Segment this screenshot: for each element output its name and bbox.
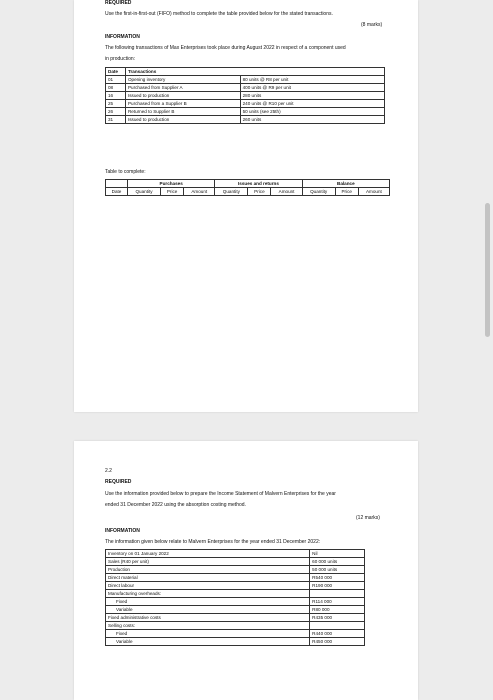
- table-row: [106, 622, 365, 630]
- label-cell: Production: [106, 566, 310, 574]
- transaction-cell: Issued to production: [125, 92, 240, 100]
- date-cell: 26: [106, 108, 126, 116]
- table-to-complete-label: Table to complete:: [105, 169, 146, 175]
- date-cell: 01: [106, 76, 126, 84]
- table-row: [106, 574, 365, 582]
- column-header: Price: [161, 188, 184, 196]
- value-cell: R540 000: [310, 574, 365, 582]
- date-cell: 31: [106, 116, 126, 124]
- transaction-cell: Purchased from a Supplier B: [125, 100, 240, 108]
- value-cell: Nil: [310, 550, 365, 558]
- table-row: [106, 582, 365, 590]
- detail-cell: 50 units (see 25th): [240, 108, 384, 116]
- column-header: Date: [106, 188, 128, 196]
- label-cell: Manufacturing overheads:: [106, 590, 310, 598]
- value-cell: R80 000: [310, 606, 365, 614]
- table-row: [106, 614, 365, 622]
- group-header-row: [106, 180, 390, 188]
- date-cell: 16: [106, 92, 126, 100]
- table-row: [106, 638, 365, 646]
- information-text: The information given below relate to Malvern Enterprises for the year ended 31 December 2022:: [105, 539, 321, 545]
- table-row: [106, 116, 385, 124]
- transaction-cell: Returned to Supplier B: [125, 108, 240, 116]
- transaction-cell: Opening inventory: [125, 76, 240, 84]
- sub-header-row: [106, 188, 390, 196]
- detail-cell: 240 units @ R10 per unit: [240, 100, 384, 108]
- table-row: [106, 84, 385, 92]
- value-cell: 50 000 units: [310, 566, 365, 574]
- label-cell: Variable: [106, 638, 310, 646]
- column-header: Amount: [358, 188, 389, 196]
- marks-label: (8 marks): [361, 22, 383, 28]
- label-cell: Inventory on 01 January 2022: [106, 550, 310, 558]
- value-cell: [310, 622, 365, 630]
- column-header: Transactions: [125, 68, 384, 76]
- table-row: [106, 606, 365, 614]
- fifo-complete-table: [105, 179, 390, 196]
- balance-group-header: Balance: [302, 180, 389, 188]
- vertical-scrollbar-thumb[interactable]: [485, 203, 490, 337]
- value-cell: R435 000: [310, 614, 365, 622]
- column-header: Quantity: [128, 188, 161, 196]
- fifo-instruction: Use the first-in-first-out (FIFO) method to complete the table provided below for the stated transactions.: [105, 11, 333, 17]
- table-row: [106, 550, 365, 558]
- document-page-1: [74, 0, 418, 412]
- transaction-cell: Issued to production: [125, 116, 240, 124]
- question-number: 2.2: [105, 468, 112, 474]
- label-cell: Variable: [106, 606, 310, 614]
- date-cell: 08: [106, 84, 126, 92]
- marks-label: (12 marks): [356, 515, 380, 521]
- table-row: [106, 100, 385, 108]
- value-cell: R450 000: [310, 638, 365, 646]
- information-text: in production:: [105, 56, 136, 62]
- label-cell: Fixed: [106, 598, 310, 606]
- table-row: [106, 108, 385, 116]
- detail-cell: 400 units @ R9 per unit: [240, 84, 384, 92]
- value-cell: [310, 590, 365, 598]
- table-row: [106, 566, 365, 574]
- information-heading: INFORMATION: [105, 528, 140, 534]
- label-cell: Fixed administrative costs: [106, 614, 310, 622]
- value-cell: R440 000: [310, 630, 365, 638]
- column-header: Quantity: [302, 188, 335, 196]
- column-header: Date: [106, 68, 126, 76]
- information-heading: INFORMATION: [105, 34, 140, 40]
- table-row: [106, 76, 385, 84]
- column-header: Price: [248, 188, 271, 196]
- income-statement-instruction: Use the information provided below to prepare the Income Statement of Malvern Enterprises for the year: [105, 491, 336, 497]
- table-row: [106, 598, 365, 606]
- empty-header-cell: [106, 180, 128, 188]
- transaction-cell: Purchased from Supplier A: [125, 84, 240, 92]
- table-row: [106, 630, 365, 638]
- detail-cell: 260 units: [240, 116, 384, 124]
- required-heading: REQUIRED: [105, 479, 132, 485]
- value-cell: R190 000: [310, 582, 365, 590]
- label-cell: Fixed: [106, 630, 310, 638]
- transactions-table: [105, 67, 385, 124]
- table-header-row: [106, 68, 385, 76]
- value-cell: R114 000: [310, 598, 365, 606]
- table-row: [106, 558, 365, 566]
- information-text: The following transactions of Max Enterprises took place during August 2022 in respect of a component used: [105, 45, 346, 51]
- income-statement-instruction: ended 31 December 2022 using the absorption costing method.: [105, 502, 246, 508]
- label-cell: Selling costs:: [106, 622, 310, 630]
- document-page-2: [74, 441, 418, 700]
- purchases-group-header: Purchases: [128, 180, 215, 188]
- label-cell: Sales (R40 per unit): [106, 558, 310, 566]
- column-header: Quantity: [215, 188, 248, 196]
- value-cell: 60 000 units: [310, 558, 365, 566]
- column-header: Amount: [184, 188, 215, 196]
- detail-cell: 280 units: [240, 92, 384, 100]
- column-header: Amount: [271, 188, 302, 196]
- label-cell: Direct material: [106, 574, 310, 582]
- column-header: Price: [335, 188, 358, 196]
- date-cell: 25: [106, 100, 126, 108]
- table-row: [106, 590, 365, 598]
- table-row: [106, 92, 385, 100]
- detail-cell: 80 units @ R8 per unit: [240, 76, 384, 84]
- required-heading: REQUIRED: [105, 0, 132, 6]
- issues-returns-group-header: Issues and returns: [215, 180, 302, 188]
- malvern-information-table: [105, 549, 365, 646]
- label-cell: Direct labour: [106, 582, 310, 590]
